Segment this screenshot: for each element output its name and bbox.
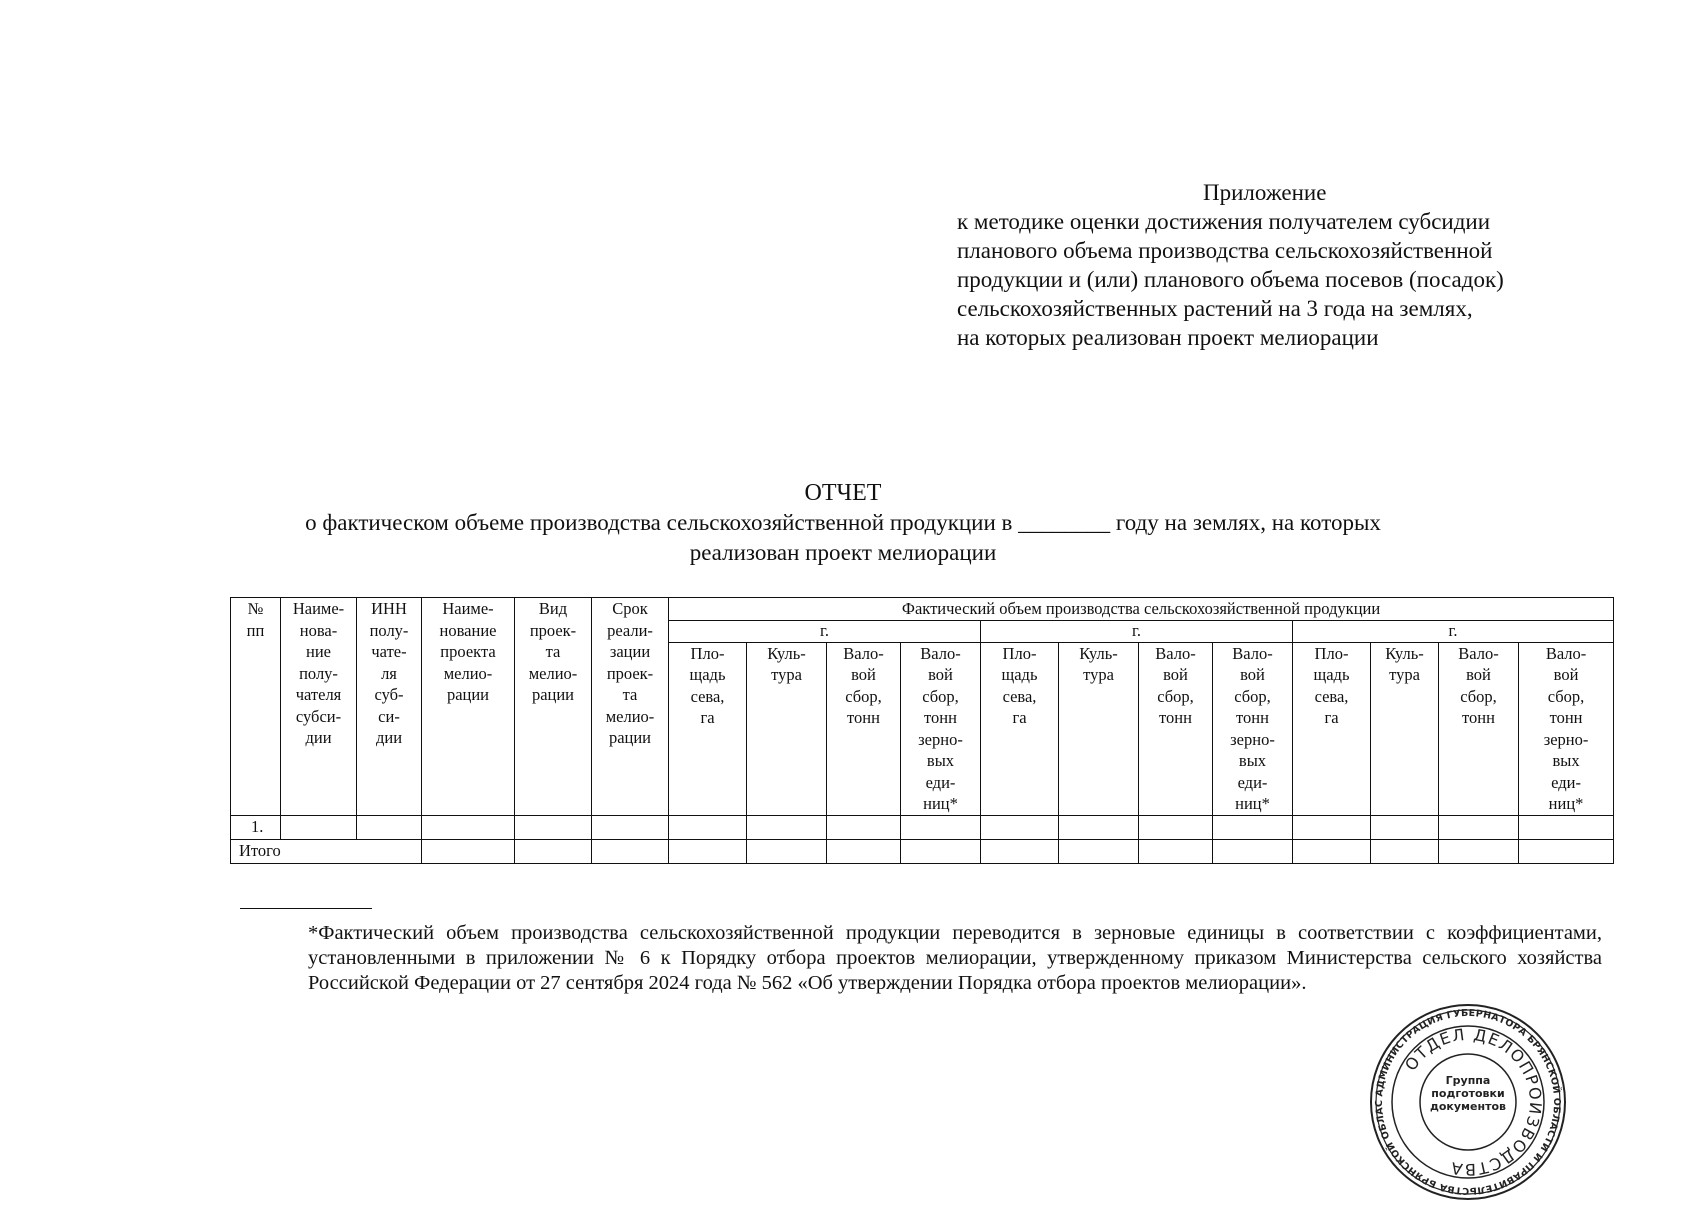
table-cell	[592, 815, 669, 839]
table-cell	[1139, 815, 1213, 839]
table-cell	[1213, 839, 1293, 863]
table-cell	[827, 815, 901, 839]
header-y3-crop: Куль- тура	[1371, 642, 1439, 815]
table-cell	[1439, 839, 1519, 863]
header-num: № пп	[231, 598, 281, 816]
total-label: Итого	[231, 839, 422, 863]
table-cell	[357, 815, 422, 839]
table-cell	[592, 839, 669, 863]
table-cell	[1371, 815, 1439, 839]
table-cell	[669, 839, 747, 863]
appendix-block	[957, 178, 1597, 352]
report-table	[230, 597, 1614, 864]
header-project-name: Наиме- нование проекта мелио- рации	[422, 598, 515, 816]
stamp-outer-text: АДМИНИСТРАЦИЯ ГУБЕРНАТОРА БРЯНСКОЙ ОБЛАСТИ И ПРАВИТЕЛЬСТВА БРЯНСКОЙ ОБЛАС	[1373, 1007, 1563, 1197]
table-cell	[827, 839, 901, 863]
appendix-heading: Приложение	[1203, 180, 1327, 205]
table-row-total	[231, 839, 1614, 863]
table-row	[231, 815, 1614, 839]
header-inn: ИНН полу- чате- ля суб- си- дии	[357, 598, 422, 816]
footnote-separator	[240, 908, 372, 909]
header-year-1: г.	[669, 620, 981, 642]
table-cell	[1213, 815, 1293, 839]
report-subtitle-line-1: о фактическом объеме производства сельскохозяйственной продукции в ________ году на землях, на которых	[305, 510, 1381, 535]
appendix-line-1: к методике оценки достижения получателем субсидии	[957, 209, 1491, 234]
header-y3-area: Пло- щадь сева, га	[1293, 642, 1371, 815]
table-cell	[981, 839, 1059, 863]
report-title: ОТЧЕТ	[804, 480, 882, 506]
table-cell	[1059, 839, 1139, 863]
header-y1-gross: Вало- вой сбор, тонн	[827, 642, 901, 815]
table-cell	[422, 839, 515, 863]
table-cell	[1293, 839, 1371, 863]
header-y2-grain: Вало- вой сбор, тонн зерно- вых еди- ниц*	[1213, 642, 1293, 815]
table-cell	[1519, 815, 1614, 839]
appendix-line-4: сельскохозяйственных растений на 3 года на землях,	[957, 296, 1473, 321]
header-y1-grain: Вало- вой сбор, тонн зерно- вых еди- ниц*	[901, 642, 981, 815]
header-group-actual-volume: Фактический объем производства сельскохозяйственной продукции	[669, 598, 1614, 621]
table-cell	[669, 815, 747, 839]
stamp-seal-icon	[1368, 1004, 1568, 1200]
table-cell	[1293, 815, 1371, 839]
table-cell	[515, 839, 592, 863]
footnote-text: *Фактический объем производства сельскохозяйственной продукции переводится в зерновые единицы в соответствии с коэффициентами, установленными в приложении № 6 к Порядку отбора проектов мелиорации, утвержденному приказом Министерства сельского хозяйства Российской Федерации от 27 сентября 2024 года № 562 «Об утверждении Порядка отбора проектов мелиорации».	[308, 922, 1602, 994]
table-cell	[1139, 839, 1213, 863]
header-y2-crop: Куль- тура	[1059, 642, 1139, 815]
footnote	[242, 921, 1602, 996]
table-cell	[747, 815, 827, 839]
header-y1-area: Пло- щадь сева, га	[669, 642, 747, 815]
table-cell	[1371, 839, 1439, 863]
table-cell	[1059, 815, 1139, 839]
header-y3-grain: Вало- вой сбор, тонн зерно- вых еди- ниц*	[1519, 642, 1614, 815]
header-y3-gross: Вало- вой сбор, тонн	[1439, 642, 1519, 815]
appendix-line-2: планового объема производства сельскохозяйственной	[957, 238, 1493, 263]
table-cell	[281, 815, 357, 839]
header-y2-gross: Вало- вой сбор, тонн	[1139, 642, 1213, 815]
header-year-3: г.	[1293, 620, 1614, 642]
header-year-2: г.	[981, 620, 1293, 642]
header-recipient-name: Наиме- нова- ние полу- чателя субси- дии	[281, 598, 357, 816]
appendix-line-5: на которых реализован проект мелиорации	[957, 325, 1379, 350]
report-subtitle	[150, 508, 1536, 568]
table-cell	[901, 815, 981, 839]
row-1-num: 1.	[231, 815, 281, 839]
table-cell	[422, 815, 515, 839]
appendix-line-3: продукции и (или) планового объема посевов (посадок)	[957, 267, 1504, 292]
header-project-term: Срок реали- зации проек- та мелио- рации	[592, 598, 669, 816]
stamp-center-text: Группа подготовки документов	[1429, 1074, 1507, 1113]
table-cell	[747, 839, 827, 863]
stamp-inner-text: ОТДЕЛ ДЕЛОПРОИЗВОДСТВА	[1401, 1024, 1546, 1180]
office-stamp	[1368, 1004, 1568, 1200]
table-cell	[1519, 839, 1614, 863]
header-project-type: Вид проек- та мелио- рации	[515, 598, 592, 816]
table-cell	[901, 839, 981, 863]
header-y1-crop: Куль- тура	[747, 642, 827, 815]
table-cell	[981, 815, 1059, 839]
report-subtitle-line-2: реализован проект мелиорации	[689, 540, 997, 565]
table-cell	[1439, 815, 1519, 839]
table-cell	[515, 815, 592, 839]
header-y2-area: Пло- щадь сева, га	[981, 642, 1059, 815]
